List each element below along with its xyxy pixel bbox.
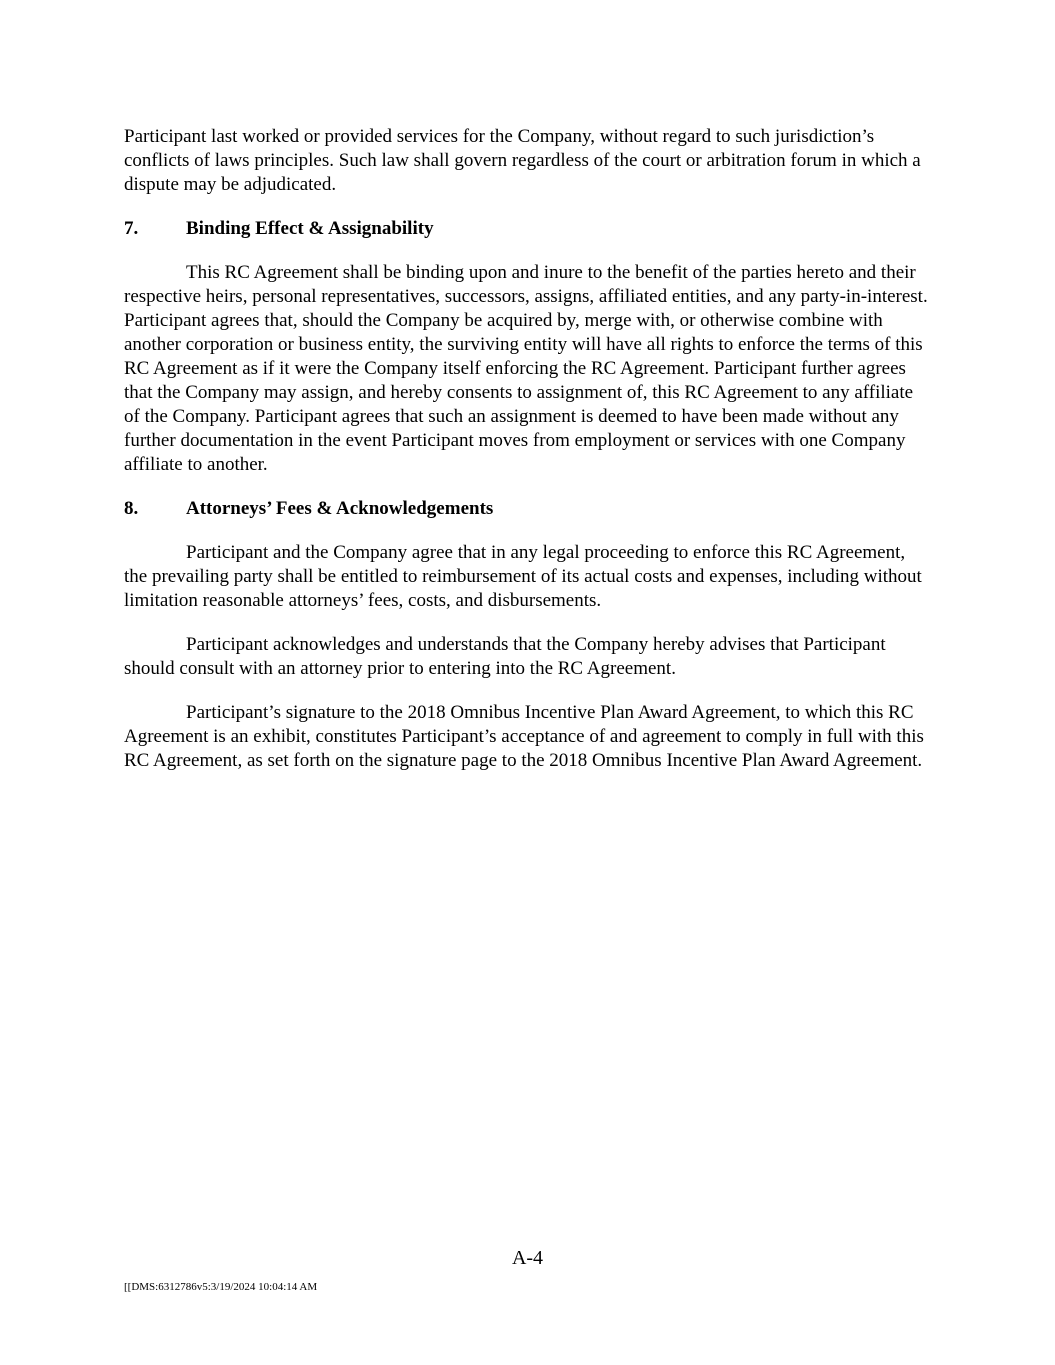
section-7-paragraph: This RC Agreement shall be binding upon and inure to the benefit of the parties hereto and their respective heirs, personal representatives, successors, assigns, affiliated entities, and any party-in-interest. Participant agrees that, should the Company be acquired by, merge with, or otherwise combine with another corporation or business entity, the surviving entity will have all rights to enforce the terms of this RC Agreement as if it were the Company itself enforcing the RC Agreement. Participant further agrees that the Company may assign, and hereby consents to assignment of, this RC Agreement to any affiliate of the Company. Participant agrees that such an assignment is deemed to have been made without any further documentation in the event Participant moves from employment or services with one Company affiliate to another. <box>124 262 928 475</box>
section-8-paragraph-3: Participant’s signature to the 2018 Omnibus Incentive Plan Award Agreement, to which this RC Agreement is an exhibit, constitutes Participant’s acceptance of and agreement to comply in full with this RC Agreement, as set forth on the signature page to the 2018 Omnibus Incentive Plan Award Agreement. <box>124 702 924 771</box>
section-7-title: Binding Effect & Assignability <box>186 218 434 239</box>
section-7-heading <box>124 217 929 241</box>
document-body <box>124 125 929 793</box>
page-number: A-4 <box>511 1247 544 1269</box>
section-8-paragraph-2: Participant acknowledges and understands that the Company hereby advises that Participant should consult with an attorney prior to entering into the RC Agreement. <box>124 634 886 679</box>
section-8-heading <box>124 497 929 521</box>
section-7-number: 7. <box>124 218 139 239</box>
section-8-title: Attorneys’ Fees & Acknowledgements <box>186 498 494 519</box>
section-8-paragraph-1: Participant and the Company agree that in any legal proceeding to enforce this RC Agreement, the prevailing party shall be entitled to reimbursement of its actual costs and expenses, including without limitation reasonable attorneys’ fees, costs, and disbursements. <box>124 542 922 611</box>
document-footer-id: [[DMS:6312786v5:3/19/2024 10:04:14 AM <box>124 1281 318 1293</box>
continuation-paragraph: Participant last worked or provided services for the Company, without regard to such jurisdiction’s conflicts of laws principles. Such law shall govern regardless of the court or arbitration forum in which a dispute may be adjudicated. <box>124 126 921 195</box>
section-8-number: 8. <box>124 498 139 519</box>
